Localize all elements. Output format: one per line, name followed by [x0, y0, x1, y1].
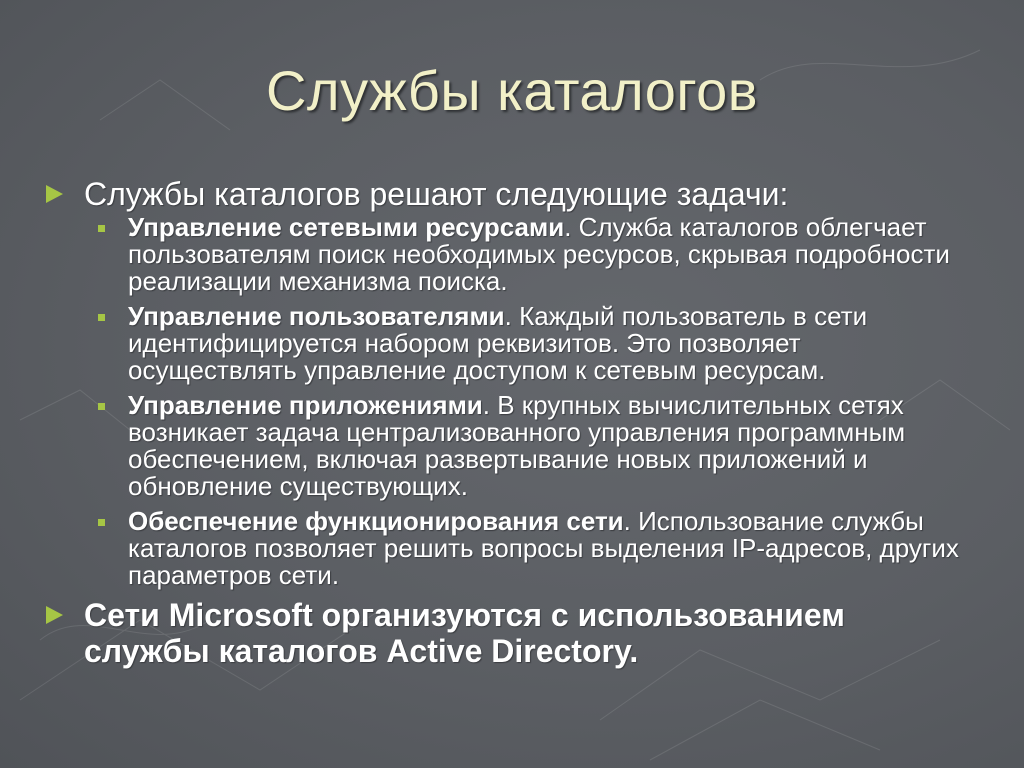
- triangle-bullet-icon: [46, 606, 63, 624]
- list-item-applications: [86, 392, 974, 500]
- square-bullet-icon: [98, 403, 105, 410]
- slide-title: Службы каталогов: [265, 59, 759, 122]
- bullet-text: Сети Microsoft организуются с использованием службы каталогов Active Directory.: [84, 597, 845, 669]
- task-list: [44, 214, 974, 589]
- square-bullet-icon: [98, 519, 105, 526]
- item-text: . Использование службы каталогов позволяет решить вопросы выделения IP-адресов, других параметров сети.: [128, 506, 959, 590]
- bullet-microsoft-active-directory: [44, 597, 974, 669]
- slide-content: [44, 176, 974, 669]
- item-heading: Управление приложениями: [128, 390, 483, 420]
- bullet-directory-services-tasks: [44, 176, 974, 212]
- item-heading: Управление пользователями: [128, 301, 505, 331]
- square-bullet-icon: [98, 314, 105, 321]
- bullet-text: Службы каталогов решают следующие задачи:: [84, 176, 789, 212]
- list-item-network-resources: [86, 214, 974, 295]
- item-text: . Каждый пользователь в сети идентифицируется набором реквизитов. Это позволяет осуществлять управление доступом к сетевым ресурсам.: [128, 301, 868, 385]
- square-bullet-icon: [98, 225, 105, 232]
- triangle-bullet-icon: [46, 185, 63, 203]
- item-heading: Обеспечение функционирования сети: [128, 506, 624, 536]
- list-item-users: [86, 303, 974, 384]
- item-text: . В крупных вычислительных сетях возникает задача централизованного управления программным обеспечением, включая развертывание новых приложений и обновление существующих.: [128, 390, 906, 501]
- item-text: . Служба каталогов облегчает пользователям поиск необходимых ресурсов, скрывая подробности реализации механизма поиска.: [128, 212, 950, 296]
- item-heading: Управление сетевыми ресурсами: [128, 212, 565, 242]
- list-item-network-operation: [86, 508, 974, 589]
